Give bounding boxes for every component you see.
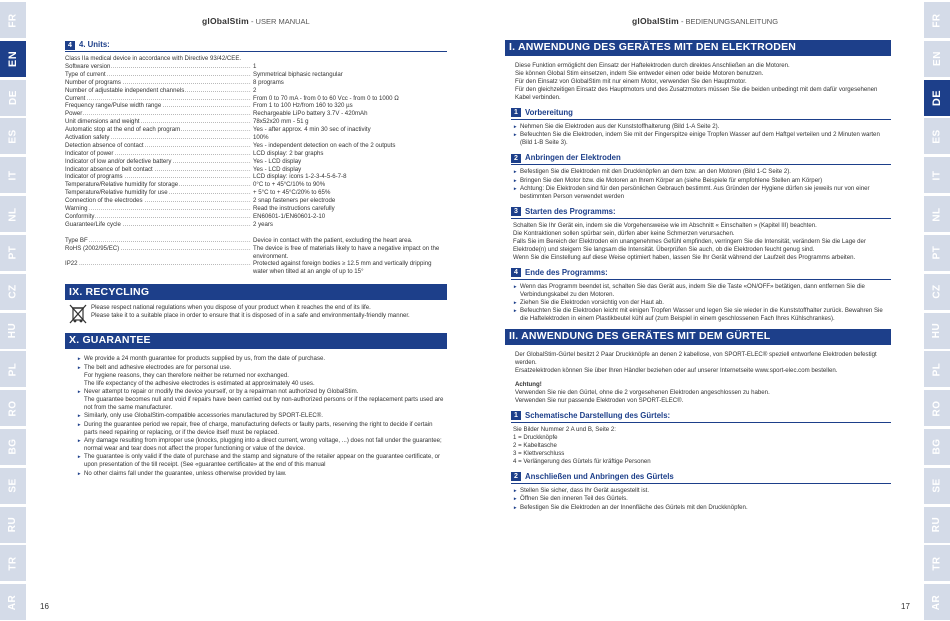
subsection-heading xyxy=(511,108,891,120)
spec-label-text: Frequency range/Pulse width range xyxy=(65,102,162,110)
subsection-title: Anschließen und Anbringen des Gürtels xyxy=(525,471,674,481)
section2-intro xyxy=(515,351,891,375)
spec-value: 2 years xyxy=(253,220,273,228)
language-tab-label: RO xyxy=(7,400,19,417)
language-tab-it[interactable] xyxy=(924,157,950,193)
guarantee-line: ► Similarly, only use GlobalStim-compatible accessories manufactured by SPORT-ELEC®. xyxy=(84,412,323,420)
paragraph: Für den gleichzeitigen Einsatz des Hauptmotors und des Zusatzmotors müssen Sie die beiden unbedingt mit dem dafür vorgesehenen Kabel verbinden. xyxy=(515,85,878,101)
spec-value: 8 programs xyxy=(253,78,284,86)
spec-row xyxy=(65,197,447,205)
spec-value: 100% xyxy=(253,134,269,142)
language-tab-nl[interactable] xyxy=(0,196,26,232)
spec-label-text: Activation safety xyxy=(65,134,110,142)
spec-label-text: Warning xyxy=(65,205,88,213)
warning-line: Verwenden Sie nie den Gürtel, ohne die 2 vorgesehenen Elektroden angeschlossen zu haben. xyxy=(515,388,770,396)
spec-label-text: Indicator of low and/or defective battery xyxy=(65,157,172,165)
language-tab-label: RU xyxy=(931,516,943,533)
guarantee-line: ► We provide a 24 month guarantee for products supplied by us, from the date of purchase. xyxy=(84,355,326,363)
language-tab-it[interactable] xyxy=(0,157,26,193)
language-tab-bg[interactable] xyxy=(924,429,950,465)
language-tab-cz[interactable] xyxy=(924,274,950,310)
spec-label-text: Type BF xyxy=(65,236,88,244)
spec-label-text: Temperature/Relative humidity for storage xyxy=(65,181,179,189)
spec-row xyxy=(65,173,447,181)
spec-row xyxy=(65,166,447,174)
guarantee-line: ► Never attempt to repair or modify the device yourself, or by a repairman not authorized by GlobalStim. xyxy=(84,387,359,395)
section1-intro xyxy=(515,62,891,102)
guarantee-item xyxy=(77,470,447,478)
paragraph: 2 = Kabeltasche xyxy=(513,441,557,449)
paragraph: 4 = Verlängerung des Gürtels für kräftige Personen xyxy=(513,457,651,465)
language-tab-tr[interactable] xyxy=(0,545,26,581)
spec-label xyxy=(65,166,251,174)
spec-label-text: Temperature/Relative humidity for use xyxy=(65,189,168,197)
language-tab-ru[interactable] xyxy=(0,507,26,543)
spec-row xyxy=(65,189,447,197)
guarantee-item xyxy=(77,437,447,453)
language-tab-hu[interactable] xyxy=(0,313,26,349)
subsection-number: 4 xyxy=(511,268,521,277)
bullet-item: ► Öffnen Sie den inneren Teil des Gürtels. xyxy=(513,495,891,503)
spec-value: Device in contact with the patient, excluding the heart area. xyxy=(253,236,413,244)
spec-label-text: Software version xyxy=(65,63,111,71)
spec-value: 2 snap fasteners per electrode xyxy=(253,197,336,205)
spec-value: Yes - LCD display xyxy=(253,165,302,173)
guarantee-line: The guarantee becomes null and void if repairs have been carried out by non-authorized persons or if the replacement parts used are not from the same manufacturer. xyxy=(84,395,444,411)
guarantee-title: X. GUARANTEE xyxy=(65,333,447,349)
language-tab-de[interactable] xyxy=(0,80,26,116)
language-tab-label: HU xyxy=(931,322,943,339)
subsection-number: 3 xyxy=(511,207,521,216)
spec-label-text: Type of current xyxy=(65,70,106,78)
recycling-title: IX. RECYCLING xyxy=(65,284,447,300)
spec-label xyxy=(65,181,251,189)
units-heading xyxy=(65,40,447,52)
bullet-list xyxy=(511,283,891,324)
spec-value: Rechargeable LiPo battery 3.7V - 420mAh xyxy=(253,110,368,118)
paragraph: Wenn Sie die Einstellung auf diese Weise optimiert haben, lassen Sie Ihr Gerät während der Laufzeit des Programms arbeiten. xyxy=(513,253,856,261)
spec-row xyxy=(65,79,447,87)
spec-row xyxy=(65,142,447,150)
spec-label xyxy=(65,245,251,253)
spec-table-2 xyxy=(65,237,447,277)
guarantee-item xyxy=(77,421,447,437)
spec-label-text: Current xyxy=(65,94,86,102)
spec-label-text: Indicator of programs xyxy=(65,173,123,181)
subsection-title: Anbringen der Elektroden xyxy=(525,153,621,162)
language-tab-label: IT xyxy=(7,170,19,181)
spec-label xyxy=(65,150,251,158)
bullet-item: ► Achtung: Die Elektroden sind für den persönlichen Gebrauch bestimmt. Aus Gründen der Hygiene dürfen sie jeweils nur von einer bestimmten Person verwendet werden xyxy=(513,185,891,201)
spec-label xyxy=(65,221,251,229)
bullet-list xyxy=(511,168,891,201)
spec-value: Read the instructions carefully xyxy=(253,205,335,213)
section1-subsections xyxy=(505,108,891,324)
language-tab-label: RO xyxy=(931,400,943,417)
spec-row xyxy=(65,150,447,158)
spec-row xyxy=(65,118,447,126)
left-column xyxy=(65,40,447,478)
language-tab-label: FR xyxy=(7,12,19,28)
language-tab-ru[interactable] xyxy=(924,507,950,543)
spec-label xyxy=(65,237,251,245)
paragraph: Diese Funktion ermöglicht den Einsatz der Haftelektroden durch direktes Anschließen an die Motoren. xyxy=(515,62,790,69)
language-tab-pl[interactable] xyxy=(924,351,950,387)
language-tab-label: ES xyxy=(931,129,943,144)
language-tab-label: AR xyxy=(7,594,19,610)
language-tab-tr[interactable] xyxy=(924,545,950,581)
spec-value: LCD display: 2 bar graphs xyxy=(253,149,324,157)
bullet-item: ► Ziehen Sie die Elektroden vorsichtig von der Haut ab. xyxy=(513,299,891,307)
subsection-number: 1 xyxy=(511,411,521,420)
language-tab-pt[interactable] xyxy=(924,235,950,271)
right-column xyxy=(505,40,891,517)
spec-value: 0°C to + 45°C/10% to 90% xyxy=(253,181,326,189)
spec-label xyxy=(65,197,251,205)
brand-logo: glObalStim xyxy=(632,16,679,26)
spec-row xyxy=(65,87,447,95)
spec-label xyxy=(65,173,251,181)
spec-row xyxy=(65,213,447,221)
language-tab-bg[interactable] xyxy=(0,429,26,465)
language-tab-label: IT xyxy=(931,170,943,181)
language-tab-label: HU xyxy=(7,322,19,339)
guarantee-line: ► During the guarantee period we repair, free of charge, manufacturing defects or faulty parts, reserving the right to decide if certain parts need repairing or replacing, or if the device itself must be replaced. xyxy=(84,420,433,436)
language-tab-label: DE xyxy=(931,89,943,106)
paragraph: Sie können Global Stim einsetzen, indem Sie entweder einen oder beide Motoren benutzen. xyxy=(515,69,764,77)
spec-table xyxy=(65,55,447,229)
spec-label xyxy=(65,79,251,87)
spec-row xyxy=(65,134,447,142)
spec-label-text: RoHS (2002/95/EC) xyxy=(65,244,120,252)
guarantee-item xyxy=(77,355,447,363)
header-suffix: - USER MANUAL xyxy=(248,17,310,26)
units-number: 4 xyxy=(65,41,75,50)
language-tab-nl[interactable] xyxy=(924,196,950,232)
language-tab-label: CZ xyxy=(931,284,943,299)
bullet-list xyxy=(511,487,891,512)
paragraph: Falls Sie im Bereich der Elektroden ein unangenehmes Gefühl empfinden, verringern Sie die Intensität, verändern Sie die Lage der Elektrode(n) und steigern Sie langsam die Intensität. Überprüfen Sie auch, ob die Elektroden feucht genug sind. xyxy=(513,237,866,253)
guarantee-list xyxy=(65,355,447,477)
guarantee-line: ► The guarantee is only valid if the date of purchase and the stamp and signature of the retailer appear on the guarantee certificate, or upon presentation of the till receipt. (See «guarantee certificate» at the end of this manual xyxy=(84,453,441,469)
subsection xyxy=(511,108,891,147)
spec-value: + 5°C to + 45°C/20% to 65% xyxy=(253,189,331,197)
language-tab-en[interactable] xyxy=(924,41,950,77)
spec-label xyxy=(65,213,251,221)
language-tab-label: RU xyxy=(7,516,19,533)
language-tab-pt[interactable] xyxy=(0,235,26,271)
language-tab-label: SE xyxy=(7,478,19,493)
language-tab-label: PL xyxy=(7,362,19,377)
spec-value: The device is free of materials likely to have a negative impact on the environment. xyxy=(253,244,440,260)
spec-label-text: Automatic stop at the end of each program xyxy=(65,126,181,134)
bullet-item: ► Befeuchten Sie die Elektroden, indem Sie mit der Fingerspitze einige Tropfen Wasser auf dem Haftgel verteilen und 2 Minuten warten (Bild 1-B Seite 3). xyxy=(513,131,891,147)
bullet-item: ► Befestigen Sie die Elektroden an der Innenfläche des Gürtels mit den Druckknöpfen. xyxy=(513,504,891,512)
subsection-title: Vorbereitung xyxy=(525,107,573,117)
bullet-item: ► Befeuchten Sie die Elektroden leicht mit einigen Tropfen Wasser und legen Sie sie wieder in die Kunststoffhalter zurück. Bewahren Sie die Haftelektroden in einem Plastikbeutel kühl auf (zum Beispiel in einem geschlossenen Fach Ihres Kühlschrankes). xyxy=(513,307,891,323)
language-tabs-right xyxy=(924,0,950,621)
spec-label xyxy=(65,205,251,213)
language-tab-label: BG xyxy=(7,438,19,455)
spec-row xyxy=(65,95,447,103)
spec-label xyxy=(65,158,251,166)
spec-label xyxy=(65,118,251,126)
brand-logo: glObalStim xyxy=(202,16,249,26)
spec-value: 2 xyxy=(253,86,257,94)
warning-title: Achtung! xyxy=(515,381,542,389)
spec-label-text: Unit dimensions and weight xyxy=(65,118,140,126)
spec-row xyxy=(65,126,447,134)
language-tab-se[interactable] xyxy=(0,468,26,504)
language-tab-se[interactable] xyxy=(924,468,950,504)
spec-label xyxy=(65,134,251,142)
language-tab-label: AR xyxy=(931,594,943,610)
spec-value: EN60601-1/EN60601-2-10 xyxy=(253,212,326,220)
subsection-title: Starten des Programms: xyxy=(525,206,616,216)
language-tab-fr[interactable] xyxy=(0,2,26,38)
units-title: 4. Units: xyxy=(79,40,110,49)
subsection-heading xyxy=(511,207,891,219)
section1-title: I. ANWENDUNG DES GERÄTES MIT DEN ELEKTRODEN xyxy=(505,40,891,56)
language-tab-ro[interactable] xyxy=(924,390,950,426)
spec-row xyxy=(65,71,447,79)
language-tab-es[interactable] xyxy=(0,118,26,154)
language-tab-label: EN xyxy=(7,50,19,67)
recycling-line: Please respect national regulations when you dispose of your product when it reaches the end of its life. xyxy=(91,304,371,312)
spec-value: 1 xyxy=(253,63,257,71)
subsection-text xyxy=(511,426,891,466)
language-tab-ar[interactable] xyxy=(0,584,26,620)
subsection-heading xyxy=(511,472,891,484)
page-number-left: 16 xyxy=(40,602,49,611)
language-tab-label: NL xyxy=(931,206,943,222)
language-tab-label: BG xyxy=(931,438,943,455)
subsection xyxy=(511,472,891,512)
subsection-text xyxy=(511,222,891,262)
spec-row xyxy=(65,237,447,245)
spec-label xyxy=(65,71,251,79)
spec-value: From 0 to 70 mA - from 0 to 60 Vcc - from 0 to 1000 Ω xyxy=(253,94,399,102)
recycling-block xyxy=(65,304,447,327)
language-tab-label: TR xyxy=(931,556,943,571)
bullet-list xyxy=(511,123,891,147)
spec-label-text: Power xyxy=(65,110,83,118)
header-suffix: - BEDIENUNGSANLEITUNG xyxy=(678,17,779,26)
subsection-title: Schematische Darstellung des Gürtels: xyxy=(525,410,671,420)
subsection xyxy=(511,207,891,262)
spec-value: From 1 to 100 Hz/from 160 to 320 µs xyxy=(253,102,353,110)
spec-label xyxy=(65,110,251,118)
subsection-heading xyxy=(511,153,891,165)
language-tab-label: SE xyxy=(931,478,943,493)
section2-title: II. ANWENDUNG DES GERÄTES MIT DEM GÜRTEL xyxy=(505,329,891,345)
language-tab-ro[interactable] xyxy=(0,390,26,426)
spec-label xyxy=(65,189,251,197)
page-number-right: 17 xyxy=(901,602,910,611)
spec-row xyxy=(65,205,447,213)
spec-note: Class IIa medical device in accordance with Directive 93/42/CEE. xyxy=(65,55,242,63)
language-tab-es[interactable] xyxy=(924,118,950,154)
guarantee-line: The life expectancy of the adhesive electrodes is estimated at approximately 40 uses. xyxy=(84,379,315,387)
spec-row xyxy=(65,158,447,166)
paragraph: Ersatzelektroden können Sie über Ihren Händler beziehen oder auf unserer Internetseite www.sport-elec.com bestellen. xyxy=(515,367,838,375)
subsection xyxy=(511,411,891,466)
language-tab-cz[interactable] xyxy=(0,274,26,310)
spec-value: LCD display: icons 1-2-3-4-5-6-7-8 xyxy=(253,173,347,181)
language-tab-label: FR xyxy=(931,12,943,28)
spec-label xyxy=(65,126,251,134)
bullet-item: ► Bringen Sie den Motor bzw. die Motoren an Ihrem Körper an (siehe Beispiele für empfohlene Stellen am Körper) xyxy=(513,177,891,185)
language-tab-label: PT xyxy=(7,245,19,260)
subsection-heading xyxy=(511,411,891,423)
spec-row xyxy=(65,181,447,189)
guarantee-line: ► The belt and adhesive electrodes are for personal use. xyxy=(84,363,232,371)
spec-row xyxy=(65,221,447,229)
language-tab-fr[interactable] xyxy=(924,2,950,38)
spec-label xyxy=(65,142,251,150)
language-tab-label: EN xyxy=(931,51,943,67)
bullet-item: ► Nehmen Sie die Elektroden aus der Kunststoffhalterung (Bild 1-A Seite 2). xyxy=(513,123,891,131)
spec-label xyxy=(65,95,251,103)
section2-warning xyxy=(515,381,891,405)
language-tab-label: NL xyxy=(7,206,19,222)
language-tabs-left xyxy=(0,0,26,621)
paragraph: 1 = Druckknöpfe xyxy=(513,433,558,441)
spec-value: Yes - independent detection on each of the 2 outputs xyxy=(253,141,396,149)
language-tab-label: DE xyxy=(7,90,19,106)
guarantee-line: ► No other claims fall under the guarantee, unless otherwise provided by law. xyxy=(84,469,287,477)
bullet-item: ► Befestigen Sie die Elektroden mit den Druckknöpfen an dem bzw. an den Motoren (Bild 1-C Seite 2). xyxy=(513,168,891,176)
left-page-header xyxy=(202,16,310,26)
spec-label xyxy=(65,87,251,95)
spec-value: Symmetrical biphasic rectangular xyxy=(253,70,343,78)
subsection xyxy=(511,153,891,201)
spec-label-text: Number of adjustable independent channels xyxy=(65,86,185,94)
spec-label-text: Detection absence of contact xyxy=(65,141,144,149)
language-tab-label: TR xyxy=(7,556,19,571)
section2-subsections xyxy=(505,411,891,512)
guarantee-item xyxy=(77,388,447,412)
spec-label-text: Connection of the electrodes xyxy=(65,197,143,205)
spec-label-text: Guarantee/Life cycle xyxy=(65,220,121,228)
guarantee-line: For hygiene reasons, they can therefore neither be returned nor exchanged. xyxy=(84,371,289,379)
subsection-number: 1 xyxy=(511,108,521,117)
paragraph: 3 = Klettverschluss xyxy=(513,449,565,457)
warning-line: Verwenden Sie nur passende Elektroden von SPORT-ELEC®. xyxy=(515,396,684,404)
bullet-item: ► Stellen Sie sicher, dass Ihr Gerät ausgestellt ist. xyxy=(513,487,891,495)
subsection-title: Ende des Programms: xyxy=(525,267,608,277)
language-tab-label: PT xyxy=(931,245,943,260)
subsection-number: 2 xyxy=(511,472,521,481)
paragraph: Sie Bilder Nummer 2 A und B, Seite 2: xyxy=(513,425,616,433)
language-tab-pl[interactable] xyxy=(0,351,26,387)
spec-row xyxy=(65,260,447,276)
wheelie-bin-crossed-icon xyxy=(65,304,91,327)
spec-label xyxy=(65,63,251,71)
spec-value: 78x52x20 mm - 51 g xyxy=(253,118,309,126)
spec-label-text: Number of programs xyxy=(65,78,121,86)
recycling-line: Please take it to a suitable place in order to ensure that it is disposed of in a safe and environmentally-friendly manner. xyxy=(91,312,410,320)
language-tab-label: PL xyxy=(931,362,943,377)
paragraph: Für den Einsatz von GlobalStim mit nur einem Motor, verwenden Sie den Hauptmotor. xyxy=(515,77,747,85)
bullet-item: ► Wenn das Programm beendet ist, schalten Sie das Gerät aus, indem Sie die Taste «ON/OFF» betätigen, dann entfernen Sie die Verbindungskabel zu den Motoren. xyxy=(513,283,891,299)
language-tab-ar[interactable] xyxy=(924,584,950,620)
spec-value: Yes - LCD display xyxy=(253,157,302,165)
language-tab-de[interactable] xyxy=(924,80,950,116)
spec-label-text: Indicator absence of belt contact xyxy=(65,165,153,173)
guarantee-item xyxy=(77,412,447,420)
subsection-heading xyxy=(511,268,891,280)
spec-value: Yes - after approx. 4 min 30 sec of inactivity xyxy=(253,126,371,134)
spec-row xyxy=(65,245,447,261)
spec-label xyxy=(65,260,251,268)
spec-value: Protected against foreign bodies ≥ 12.5 mm and vertically dripping water when tilted at an angle of up to 15° xyxy=(253,260,432,276)
spec-label xyxy=(65,102,251,110)
language-tab-en[interactable] xyxy=(0,41,26,77)
language-tab-label: ES xyxy=(7,129,19,144)
language-tab-label: CZ xyxy=(7,284,19,299)
paragraph: Schalten Sie Ihr Gerät ein, indem sie die Vorgehensweise wie im Abschnitt « Einschalten » (Kapitel III) beachten. xyxy=(513,221,817,229)
paragraph: Der GlobalStim-Gürtel besitzt 2 Paar Druckknöpfe an denen 2 kabellose, von SPORT-ELEC® speziell entworfene Elektroden befestigt werden. xyxy=(515,351,877,367)
language-tab-hu[interactable] xyxy=(924,313,950,349)
guarantee-item xyxy=(77,364,447,388)
spec-label-text: Conformity xyxy=(65,212,95,220)
paragraph: Die Kontraktionen sollen spürbar sein, dürfen aber keine Schmerzen verursachen. xyxy=(513,229,735,237)
right-page-header xyxy=(632,16,778,26)
subsection-number: 2 xyxy=(511,154,521,163)
guarantee-line: ► Any damage resulting from improper use (knocks, plugging into a direct current, wrong voltage, ...) does not fall under the guarantee; normal wear and tear does not affect the proper functioning or value of the device. xyxy=(84,436,442,452)
spec-row xyxy=(65,63,447,71)
guarantee-item xyxy=(77,453,447,469)
spec-row xyxy=(65,102,447,110)
spec-row xyxy=(65,110,447,118)
spec-label-text: IP22 xyxy=(65,260,78,268)
spec-label-text: Indicator of power xyxy=(65,149,114,157)
subsection xyxy=(511,268,891,324)
